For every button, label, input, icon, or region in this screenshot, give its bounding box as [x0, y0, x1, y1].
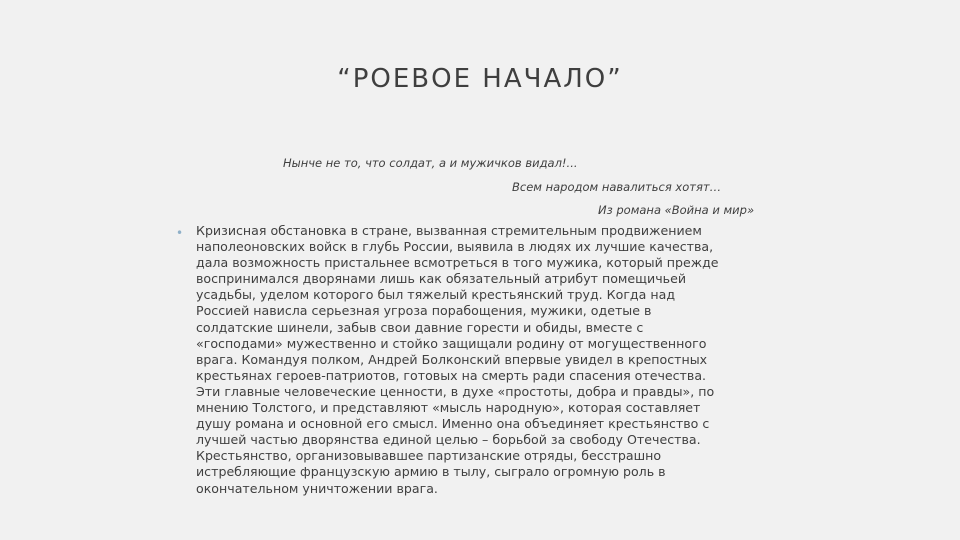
text-line: Россией нависла серьезная угроза порабощения, мужики, одетые в	[196, 303, 652, 319]
bullet-item	[176, 223, 776, 497]
text-line: лучшей частью дворянства единой целью – борьбой за свободу Отечества.	[196, 432, 701, 448]
text-line: душу романа и основной его смысл. Именно она объединяет крестьянство с	[196, 416, 710, 432]
text-line: «господами» мужественно и стойко защищали родину от могущественного	[196, 335, 707, 351]
text-line: истребляющие французскую армию в тылу, сыграло огромную роль в	[196, 464, 666, 480]
text-line: крестьянах героев-патриотов, готовых на смерть ради спасения отечества.	[196, 367, 707, 383]
text-line: усадьбы, уделом которого был тяжелый крестьянский труд. Когда над	[196, 287, 676, 303]
text-line: наполеоновских войск в глубь России, выявила в людях их лучшие качества,	[196, 239, 714, 255]
text-line: Крестьянство, организовывавшее партизанские отряды, бесстрашно	[196, 448, 662, 464]
text-line: воспринимался дворянами лишь как обязательный атрибут помещичьей	[196, 271, 687, 287]
text-line: Кризисная обстановка в стране, вызванная стремительным продвижением	[196, 223, 702, 238]
text-line: окончательном уничтожении врага.	[196, 480, 438, 496]
text-line: Эти главные человеческие ценности, в духе «простоты, добра и правды», по	[196, 383, 715, 399]
text-line: врага. Командуя полком, Андрей Болконский впервые увидел в крепостных	[196, 351, 708, 367]
epigraph-source: Из романа «Война и мир»	[598, 203, 755, 217]
bullet-marker: •	[176, 226, 184, 240]
epigraph-line-1: Нынче не то, что солдат, а и мужичков видал!...	[283, 156, 578, 170]
epigraph-line-2: Всем народом навалиться хотят…	[512, 180, 722, 194]
text-line: солдатские шинели, забыв свои давние горести и обиды, вместе с	[196, 319, 644, 335]
text-line: дала возможность пристальнее всмотреться в того мужика, который прежде	[196, 255, 719, 271]
slide-title: “РОЕВОЕ НАЧАЛО”	[337, 64, 623, 94]
text-line: мнению Толстого, и представляют «мысль народную», которая составляет	[196, 400, 701, 416]
bullet-text	[196, 223, 776, 497]
